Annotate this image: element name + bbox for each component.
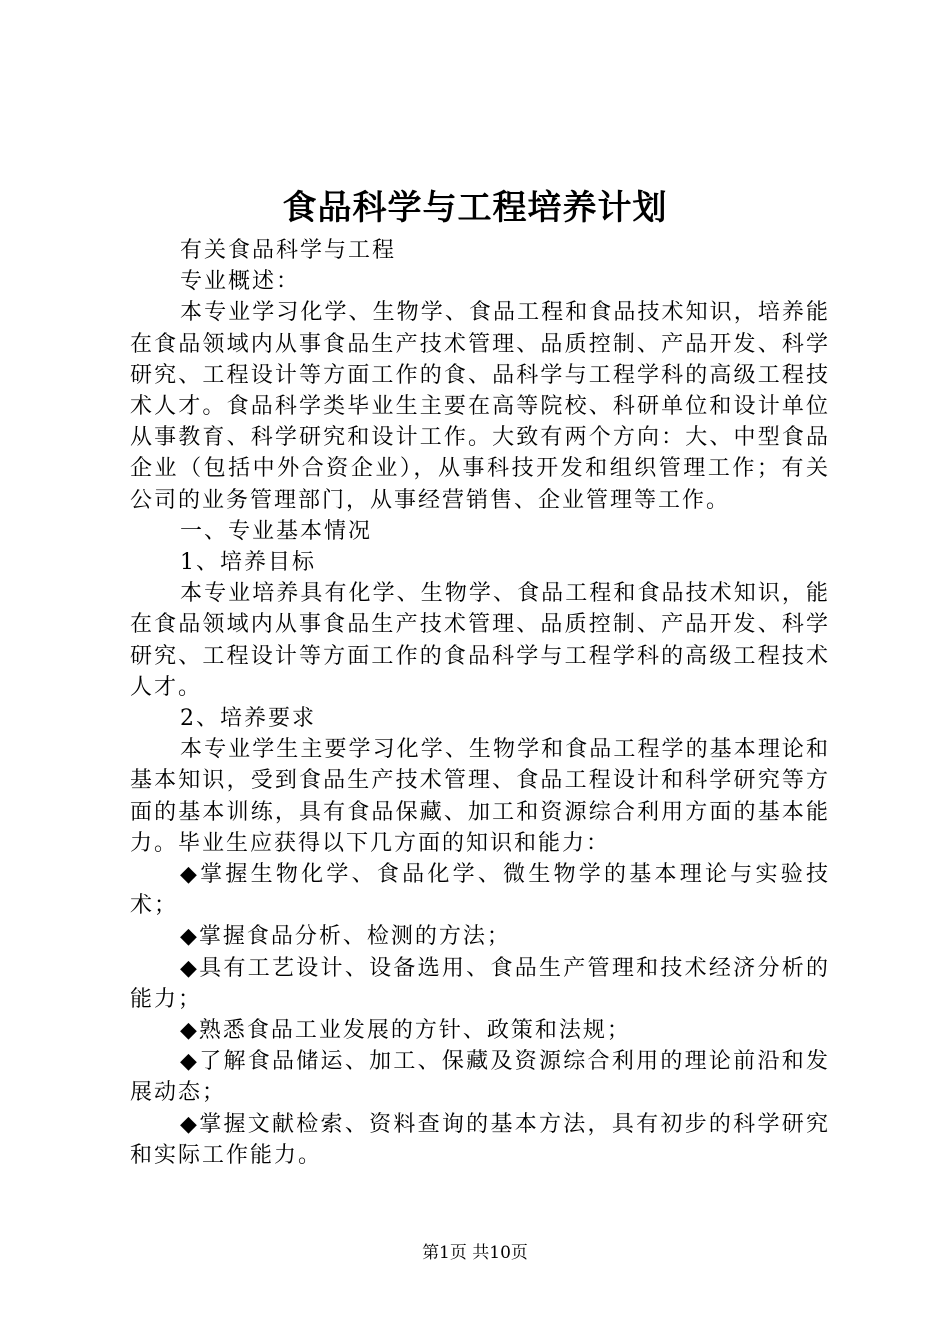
bullet-item: ◆了解食品储运、加工、保藏及资源综合利用的理论前沿和发展动态； (130, 1049, 830, 1106)
training-requirements-paragraph: 本专业学生主要学习化学、生物学和食品工程学的基本理论和基本知识，受到食品生产技术管理、食品工程设计和科学研究等方面的基本训练，具有食品保藏、加工和资源综合利用方面的基本能力。毕业生应获得以下几方面的知识和能力： (130, 737, 830, 856)
overview-heading: 专业概述： (180, 269, 301, 295)
training-goal-paragraph: 本专业培养具有化学、生物学、食品工程和食品技术知识，能在食品领域内从事食品生产技术管理、品质控制、产品开发、科学研究、工程设计等方面工作的食品科学与工程学科的高级工程技术人才。 (130, 581, 830, 700)
subheading-training-goal: 1、培养目标 (180, 550, 316, 576)
overview-paragraph: 本专业学习化学、生物学、食品工程和食品技术知识，培养能在食品领域内从事食品生产技术管理、品质控制、产品开发、科学研究、工程设计等方面工作的食、品科学与工程学科的高级工程技术人才。食品科学类毕业生主要在高等院校、科研单位和设计单位从事教育、科学研究和设计工作。大致有两个方向：大、中型食品企业（包括中外合资企业），从事科技开发和组织管理工作；有关公司的业务管理部门，从事经营销售、企业管理等工作。 (130, 300, 830, 513)
bullet-item: ◆熟悉食品工业发展的方针、政策和法规； (180, 1018, 631, 1044)
bullet-item: ◆掌握生物化学、食品化学、微生物学的基本理论与实验技术； (130, 862, 830, 919)
bullet-item: ◆掌握文献检索、资料查询的基本方法，具有初步的科学研究和实际工作能力。 (130, 1111, 830, 1168)
bullet-item: ◆具有工艺设计、设备选用、食品生产管理和技术经济分析的能力； (130, 955, 830, 1012)
intro-line: 有关食品科学与工程 (180, 238, 397, 263)
bullet-item: ◆掌握食品分析、检测的方法； (180, 924, 511, 950)
document-title: 食品科学与工程培养计划 (282, 188, 668, 228)
section-heading-basic-info: 一、专业基本情况 (180, 518, 373, 544)
page-number-footer: 第1页 共10页 (422, 1243, 528, 1263)
subheading-training-requirements: 2、培养要求 (180, 706, 316, 732)
document-body (130, 235, 830, 1171)
